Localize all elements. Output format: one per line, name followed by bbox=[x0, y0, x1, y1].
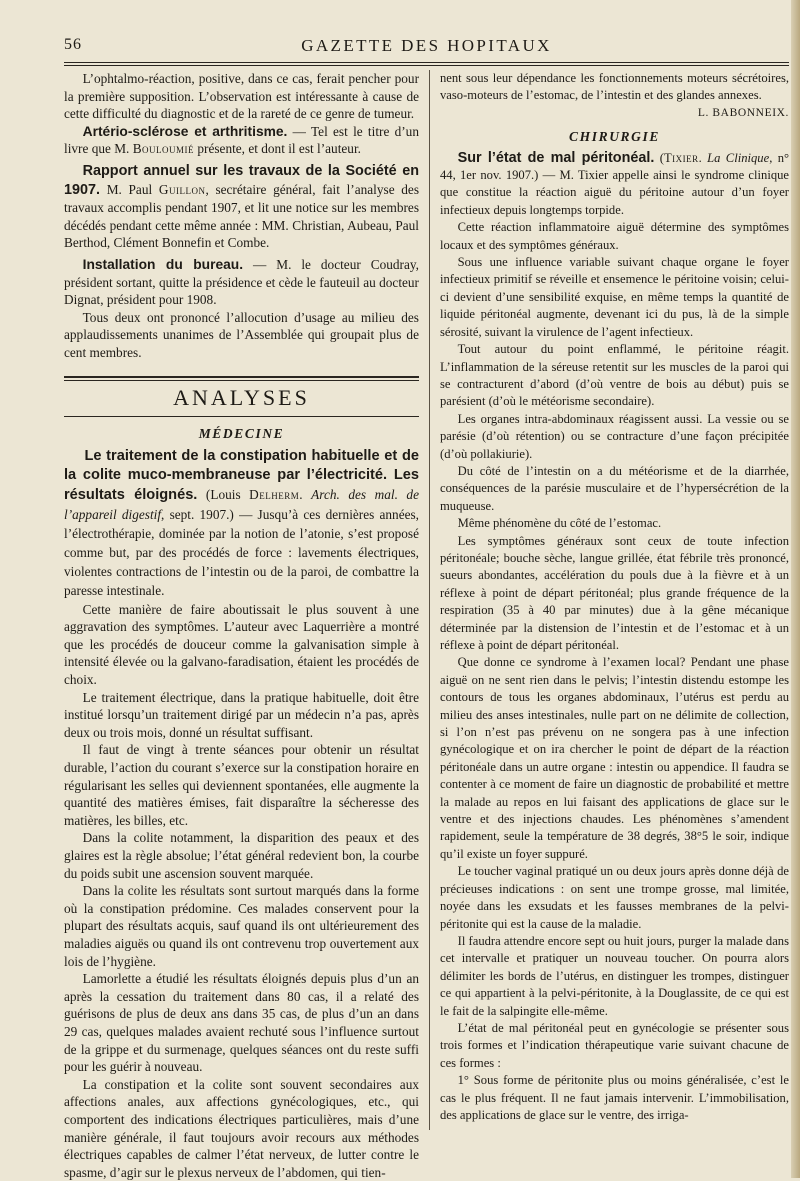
paragraph: Le traitement électrique, dans la pratique habituelle, doit être institué lorsqu’un traitement dirigé par un médecin n’a pas, après deux ou trois mois, donné un résultat suffisant. bbox=[64, 689, 419, 740]
paragraph: Installation du bureau. — M. le docteur Coudray, président sortant, quitte la présidence et cède le fauteuil au docteur Dignat, président pour 1908. bbox=[64, 256, 419, 308]
page-number: 56 bbox=[64, 36, 82, 53]
journal-title: GAZETTE DES HOPITAUX bbox=[301, 36, 552, 55]
item-title: Installation du bureau. bbox=[82, 256, 244, 272]
paragraph: Cette manière de faire aboutissait le plus souvent à une aggravation des symptômes. L’auteur avec Laquerrière a montré que les procédés de douceur comme la galvanisation simple à intensité élevée ou la galvano-faradisation, étaient les procédés de choix. bbox=[64, 601, 419, 688]
paragraph: Artério-sclérose et arthritisme. — Tel est le titre d’un livre que M. Bouloumié présente, et dont il est l’auteur. bbox=[64, 123, 419, 157]
paragraph: Cette réaction inflammatoire aiguë détermine des symptômes locaux et des symptômes généraux. bbox=[440, 220, 789, 252]
paragraph: Même phénomène du côté de l’estomac. bbox=[457, 516, 662, 531]
paragraph: Il faut de vingt à trente séances pour obtenir un résultat durable, l’action du courant s’exerce sur la constipation horaire en régularisant les selles qui deviennent spontanées, elle augmente la quantité des matières émises, fait disparaître la sécheresse des matières, les billes, etc. bbox=[64, 742, 419, 828]
header-rule bbox=[64, 62, 789, 63]
journal-reference: La Clinique bbox=[707, 150, 770, 165]
author-name: Tixier bbox=[663, 150, 699, 165]
author-name: Delherm bbox=[249, 486, 300, 502]
article-title: Le traitement de la constipation habituelle et de la colite muco-membraneuse par l’électricité. Les résultats éloignés. (Louis Delherm. Arch. des mal. de l’appareil digestif, sept. 1907.) — Jusqu’à ces dernières années, l’électrothérapie, dominée par la notion de l’atonie, s’est proposé comme but, par des procédés de force : lavements électriques, violentes contractions de l’intestin ou de la paroi, de combattre la paresse intestinale. bbox=[64, 447, 419, 598]
paragraph: La constipation et la colite sont souvent secondaires aux affections anales, aux affections gynécologiques, etc., qui comportent des indications électriques particulières, mais d’une manière générale, il faut toujours avoir recours aux méthodes électriques capables de calmer l’état nerveux, de lutter contre le spasme, d’agir sur le plexus nerveux de l’abdomen, qui tien- bbox=[64, 1076, 419, 1180]
paragraph: Du côté de l’intestin on a du météorisme et de la diarrhée, conséquences de la parésie musculaire et de l’hypersécrétion de la muqueuse. bbox=[440, 463, 789, 513]
author-name: Bouloumié bbox=[132, 141, 195, 157]
section-title: ANALYSES bbox=[173, 384, 310, 410]
paragraph: nent sous leur dépendance les fonctionnements moteurs sécrétoires, vaso-moteurs de l’estomac, de l’intestin et des glandes annexes. bbox=[440, 71, 789, 103]
left-column bbox=[64, 70, 419, 1181]
item-title: Rapport annuel sur les travaux de la Société en 1907. bbox=[64, 162, 419, 198]
paragraph: Le toucher vaginal pratiqué un ou deux jours après donne déjà de précieuses indications : on sent une trompe grosse, mal limitée, noyée dans les exsudats et les fausses membranes de la pelvi-péritonite qui est la cause de la maladie. bbox=[440, 864, 789, 931]
paragraph: Tout autour du point enflammé, le péritoine réagit. L’inflammation de la séreuse retentit sur les muscles de la paroi qui se contracturent d’abord (d’où ventre de bois au début) puis se parésient (d’où le météorisme secondaire). bbox=[440, 342, 789, 409]
subsection-heading: MÉDECINE bbox=[198, 426, 285, 442]
journal-reference: Arch. des mal. de l’appareil digestif bbox=[64, 486, 419, 522]
paragraph: Lamorlette a étudié les résultats éloignés depuis plus d’un an après la cessation du traitement dans 80 cas, il a relaté des guérisons de plus de deux ans dans 35 cas, de plus d’un an dans 29 cas, quelques malades avaient rechuté sous l’influence surtout de la grippe et du surmenage, quelques séances ont du reste suffi pour les guérir à nouveau. bbox=[64, 971, 419, 1075]
paragraph: Que donne ce syndrome à l’examen local? Pendant une phase aiguë on ne sent rien dans le pelvis; l’intestin distendu estompe les contours de tous les organes abdominaux, l’utérus est perdu au milieu des anses intestinales, nulle part on ne délimite de collection, si l’on n’est pas prévenu on ne songera pas à une infection gynécologique et on ira chercher le point de départ de la réaction péritonéale dans un autre organe : intestin ou appendice. Il faudra se contenter à ce moment de faire un diagnostic de probabilité et mettre la malade au repos en lui faisant des applications de glace sur le ventre et des injections chaudes. Les phénomènes s’amendent rapidement, seule la température de 38 degrés, 38°5 le soir, indique qu’il existe un foyer suppuré. bbox=[440, 655, 789, 861]
section-rule bbox=[64, 376, 419, 378]
paragraph: Il faudra attendre encore sept ou huit jours, purger la malade dans cet intervalle et pratiquer un nouveau toucher. On pourra alors délimiter les bords de l’utérus, en distinguer les trompes, distinguer ce qui appartient à la pelvi-péritonite, à la Douglassite, de ce qui est le fait de la salpingite elle-même. bbox=[440, 933, 789, 1018]
page-header bbox=[64, 36, 789, 60]
section-rule-2 bbox=[64, 380, 419, 381]
paragraph: Tous deux ont prononcé l’allocution d’usage au milieu des applaudissements unanimes de l’Assemblée qui groupait plus de cent membres. bbox=[64, 309, 419, 360]
item-title: Artério-sclérose et arthritisme. bbox=[82, 123, 288, 139]
column-divider bbox=[429, 70, 430, 1130]
paragraph: Rapport annuel sur les travaux de la Société en 1907. M. Paul Guillon, secrétaire général, fait l’analyse des travaux accomplis pendant 1907, et lit une notice sur les membres décédés pendant cette même année : MM. Christian, Aubeau, Paul Berthod, Clément Bonnefin et Combe. bbox=[64, 162, 419, 251]
paragraph: L’ophtalmo-réaction, positive, dans ce cas, ferait pencher pour la première supposition. L’observation est intéressante à cause de cette difficulté du diagnostic et de la rareté de ce genre de tumeur. bbox=[64, 71, 419, 122]
paragraph: Dans la colite notamment, la disparition des peaux et des glaires est la règle absolue; l’état général redevient bon, la courbe du poids subit une ascension souvent marquée. bbox=[64, 830, 419, 881]
right-column bbox=[440, 70, 789, 1124]
section-rule-3 bbox=[64, 416, 419, 417]
paragraph: Les organes intra-abdominaux réagissent aussi. La vessie ou se parésie (d’où rétention) ou se contracture d’une façon précipitée (d’où pollakiurie). bbox=[440, 411, 789, 461]
paragraph: Sous une influence variable suivant chaque organe le foyer infectieux primitif se réveille et ensemence le péritoine voisin; celui-ci devient d’une sensibilité exquise, en même temps la quantité de liquide péritonéal augmente, devenant ici du pus, là de la simple sérosité, suivant la virulence de l’agent infectieux. bbox=[440, 255, 789, 339]
author-name: Guillon bbox=[158, 181, 206, 197]
page-edge bbox=[791, 0, 800, 1178]
paragraph: Dans la colite les résultats sont surtout marqués dans la forme où la constipation prédomine. Ces malades conservent pour la plupart des résultats acquis, sauf quand ils ont ultérieurement des maladies aiguës ou quand ils ont contrevenu trop ouvertement aux lois de l’hygiène. bbox=[64, 883, 419, 969]
paragraph: L’état de mal péritonéal peut en gynécologie se présenter sous trois formes et l’indication thérapeutique varie suivant chacune de ces formes : bbox=[440, 1020, 789, 1070]
subsection-heading: CHIRURGIE bbox=[569, 129, 660, 145]
paragraph: 1° Sous forme de péritonite plus ou moins généralisée, c’est le cas le plus fréquent. Il ne faut jamais intervenir. L’immobilisation, des applications de glace sur le ventre, des irriga- bbox=[440, 1073, 789, 1122]
header-rule-2 bbox=[64, 65, 789, 66]
author-signature: L. BABONNEIX. bbox=[697, 106, 789, 119]
paragraph: Les symptômes généraux sont ceux de toute infection péritonéale; bouche sèche, langue grillée, état fébrile très prononcé, sueurs abondantes, accélération du pouls due à la fièvre et à un réflexe à point de départ péritonéal; plus grande fréquence de la respiration (35 à 40 par minutes) due à la gêne mécanique déterminée par la distension de l’intestin et de l’estomac et à un réflexe à point de départ péritonéal. bbox=[440, 533, 789, 652]
article-title: Sur l’état de mal péritonéal. (Tixier. La Clinique, n° 44, 1er nov. 1907.) — M. Tixier appelle ainsi le syndrome clinique que constitue la réaction aiguë du péritoine autour d’un foyer infectieux depuis longtemps torpide. bbox=[440, 149, 790, 217]
